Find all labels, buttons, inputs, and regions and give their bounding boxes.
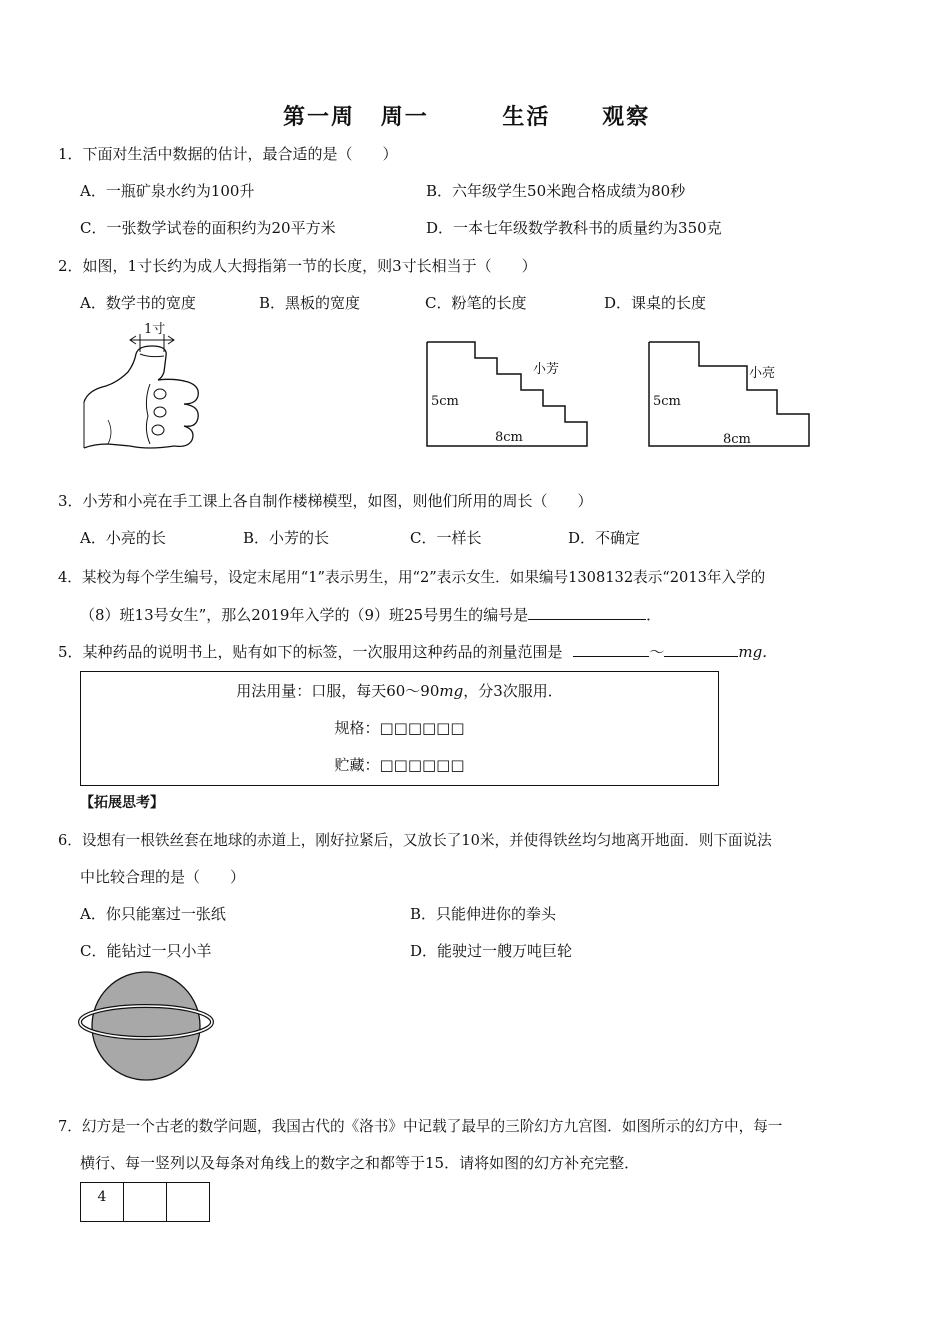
q2-option-d[interactable]: D．课桌的长度 [604,294,707,312]
drug-label-storage: 贮藏：□□□□□□ [334,756,465,774]
title-topic-2: 观察 [602,105,651,130]
q5-tilde: ～ [649,643,665,661]
q1-option-c[interactable]: C．一张数学试卷的面积约为20平方米 [80,219,336,237]
staircase-xiaofang-width: 8cm [495,430,523,445]
q2-option-b[interactable]: B．黑板的宽度 [259,294,361,312]
q1-option-d[interactable]: D．一本七年级数学教科书的质量约为350克 [426,219,722,237]
q3-stem: 3．小芳和小亮在手工课上各自制作楼梯模型，如图，则他们所用的周长（ ） [58,492,593,510]
magic-square-cell[interactable] [124,1183,167,1222]
q1-option-a[interactable]: A．一瓶矿泉水约为100升 [80,182,255,200]
title-day: 周一 [380,105,429,130]
magic-square-cell[interactable] [167,1183,210,1222]
title-week: 第一周 [283,105,356,130]
q2-stem: 2．如图，1寸长约为成人大拇指第一节的长度，则3寸长相当于（ ） [58,257,537,275]
q4-line1: 4．某校为每个学生编号，设定末尾用“1”表示男生，用“2”表示女生．如果编号1308132表示“2013年入学的 [58,569,766,586]
staircase-xiaofang-name: 小芳 [533,362,560,377]
q4-line2-text: （8）班13号女生”，那么2019年入学的（9）班25号男生的编号是 [80,606,529,624]
q3-option-d[interactable]: D．不确定 [568,529,641,547]
staircase-xiaoliang-name: 小亮 [749,366,776,381]
drug-label-usage: 用法用量：口服，每天60～90mg，分3次服用． [236,682,563,700]
q7-line2: 横行、每一竖列以及每条对角线上的数字之和都等于15．请将如图的幻方补充完整． [80,1154,640,1172]
page-title [283,100,650,131]
q1-option-b[interactable]: B．六年级学生50米跑合格成绩为80秒 [426,182,686,200]
q3-option-c[interactable]: C．一样长 [410,529,482,547]
magic-square [80,1182,210,1222]
earth-wire-figure [76,970,216,1082]
q5-answer-blank-min[interactable] [573,640,649,657]
section-extension: 【拓展思考】 [80,795,164,811]
q6-line1: 6．设想有一根铁丝套在地球的赤道上，刚好拉紧后，又放长了10米，并使得铁丝均匀地离开地面．则下面说法 [58,832,772,849]
q2-option-c[interactable]: C．粉笔的长度 [425,294,527,312]
drug-label-spec: 规格：□□□□□□ [334,719,465,737]
earth-wire-illustration [76,970,216,1082]
drug-label-box [80,671,719,786]
q5-unit: mg． [738,643,778,661]
staircase-xiaofang [425,336,595,451]
q6-option-a[interactable]: A．你只能塞过一张纸 [80,905,226,923]
magic-square-row [81,1183,210,1222]
q4-answer-blank[interactable] [528,603,646,620]
q2-option-a[interactable]: A．数学书的宽度 [80,294,196,312]
q4-line2 [80,603,661,625]
q6-option-c[interactable]: C．能钻过一只小羊 [80,942,212,960]
magic-square-cell[interactable]: 4 [81,1183,124,1222]
staircase-xiaoliang-height: 5cm [653,394,681,409]
thumb-figure [78,320,208,455]
thumb-hand-illustration [78,320,208,455]
staircase-xiaoliang-width: 8cm [723,432,751,447]
title-topic-1: 生活 [502,105,551,130]
q6-option-d[interactable]: D．能驶过一艘万吨巨轮 [410,942,573,960]
q1-stem: 1．下面对生活中数据的估计，最合适的是（ ） [58,145,398,163]
staircase-xiaofang-height: 5cm [431,394,459,409]
q3-option-a[interactable]: A．小亮的长 [80,529,166,547]
q5-answer-blank-max[interactable] [664,640,738,657]
staircase-xiaoliang [647,336,817,451]
q3-option-b[interactable]: B．小芳的长 [243,529,330,547]
q4-line2-end: ． [646,606,662,624]
q7-line1: 7．幻方是一个古老的数学问题，我国古代的《洛书》中记载了最早的三阶幻方九宫图．如图所示的幻方中，每一 [58,1118,783,1135]
q6-line2: 中比较合理的是（ ） [80,868,246,886]
q5-stem-line [58,640,777,662]
inch-label: 1寸 [144,322,166,337]
q6-option-b[interactable]: B．只能伸进你的拳头 [410,905,557,923]
q5-stem: 5．某种药品的说明书上，贴有如下的标签，一次服用这种药品的剂量范围是 [58,643,563,661]
